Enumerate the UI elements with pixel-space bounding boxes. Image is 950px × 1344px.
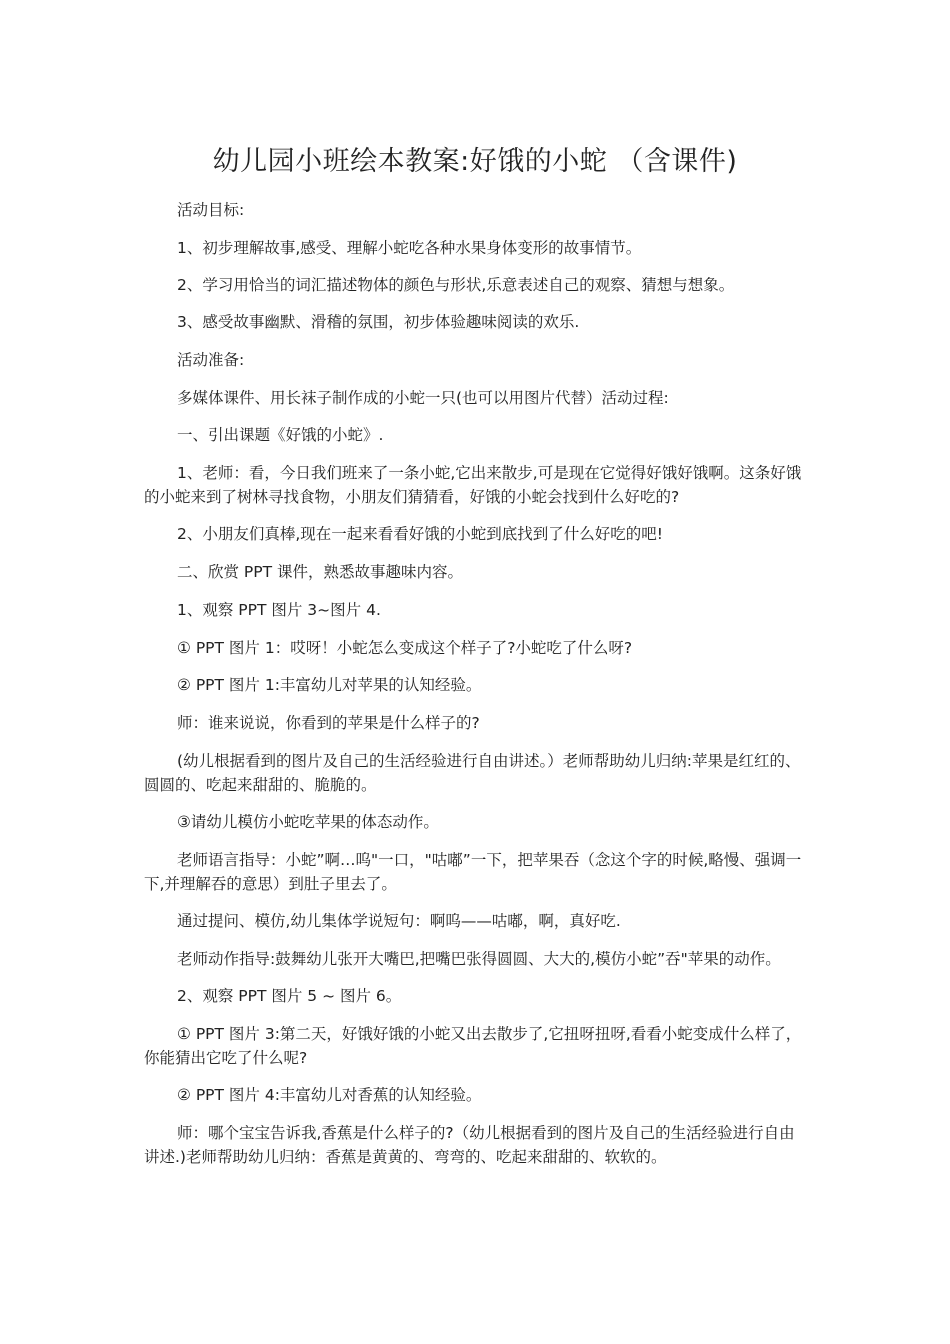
document-paragraph: 活动目标: — [177, 201, 245, 219]
document-paragraph: ② PPT 图片 4:丰富幼儿对香蕉的认知经验。 — [177, 1086, 482, 1104]
document-title: 幼儿园小班绘本教案:好饿的小蛇 （含课件) — [212, 146, 738, 177]
document-paragraph: 一、引出课题《好饿的小蛇》. — [177, 426, 384, 444]
document-paragraph: ① PPT 图片 3:第二天，好饿好饿的小蛇又出去散步了,它扭呀扭呀,看看小蛇变成什么样了，你能猜出它吃了什么呢? — [144, 1025, 802, 1067]
document-paragraph: 1、初步理解故事,感受、理解小蛇吃各种水果身体变形的故事情节。 — [177, 239, 642, 257]
document-paragraph: 二、欣赏 PPT 课件，熟悉故事趣味内容。 — [177, 563, 464, 581]
document-paragraph: 老师动作指导:鼓舞幼儿张开大嘴巴,把嘴巴张得圆圆、大大的,模仿小蛇”吞"苹果的动作。 — [177, 950, 781, 968]
document-paragraph: 1、老师：看，今日我们班来了一条小蛇,它出来散步,可是现在它觉得好饿好饿啊。这条好饿的小蛇来到了树林寻找食物，小朋友们猜猜看，好饿的小蛇会找到什么好吃的? — [144, 464, 802, 506]
document-paragraph: 2、学习用恰当的词汇描述物体的颜色与形状,乐意表述自己的观察、猜想与想象。 — [177, 276, 735, 294]
document-paragraph: 2、小朋友们真棒,现在一起来看看好饿的小蛇到底找到了什么好吃的吧! — [177, 525, 664, 543]
document-paragraph: 1、观察 PPT 图片 3~图片 4. — [177, 601, 381, 619]
document-paragraph: 多媒体课件、用长袜子制作成的小蛇一只(也可以用图片代替）活动过程: — [177, 389, 669, 407]
document-paragraph: 2、观察 PPT 图片 5 ~ 图片 6。 — [177, 987, 402, 1005]
document-paragraph: ② PPT 图片 1:丰富幼儿对苹果的认知经验。 — [177, 676, 482, 694]
document-paragraph: 师：哪个宝宝告诉我,香蕉是什么样子的?（幼儿根据看到的图片及自己的生活经验进行自由讲述.)老师帮助幼儿归纳：香蕉是黄黄的、弯弯的、吃起来甜甜的、软软的。 — [144, 1124, 795, 1166]
document-paragraph: (幼儿根据看到的图片及自己的生活经验进行自由讲述。）老师帮助幼儿归纳:苹果是红红的、圆圆的、吃起来甜甜的、脆脆的。 — [144, 752, 801, 794]
document-paragraph: 通过提问、模仿,幼儿集体学说短句：啊呜——咕嘟，啊，真好吃. — [177, 912, 621, 930]
document-paragraph: 活动准备: — [177, 351, 245, 369]
document-body — [144, 198, 806, 1182]
document-paragraph: ③请幼儿模仿小蛇吃苹果的体态动作。 — [177, 813, 439, 831]
document-paragraph: 师：谁来说说，你看到的苹果是什么样子的? — [177, 714, 480, 732]
document-paragraph: 老师语言指导：小蛇”啊…呜"一口，"咕嘟”一下，把苹果吞（念这个字的时候,略慢、强调一下,并理解吞的意思）到肚子里去了。 — [144, 851, 802, 893]
document-paragraph: ① PPT 图片 1：哎呀！小蛇怎么变成这个样子了?小蛇吃了什么呀? — [177, 639, 633, 657]
document-paragraph: 3、感受故事幽默、滑稽的氛围，初步体验趣味阅读的欢乐. — [177, 313, 580, 331]
